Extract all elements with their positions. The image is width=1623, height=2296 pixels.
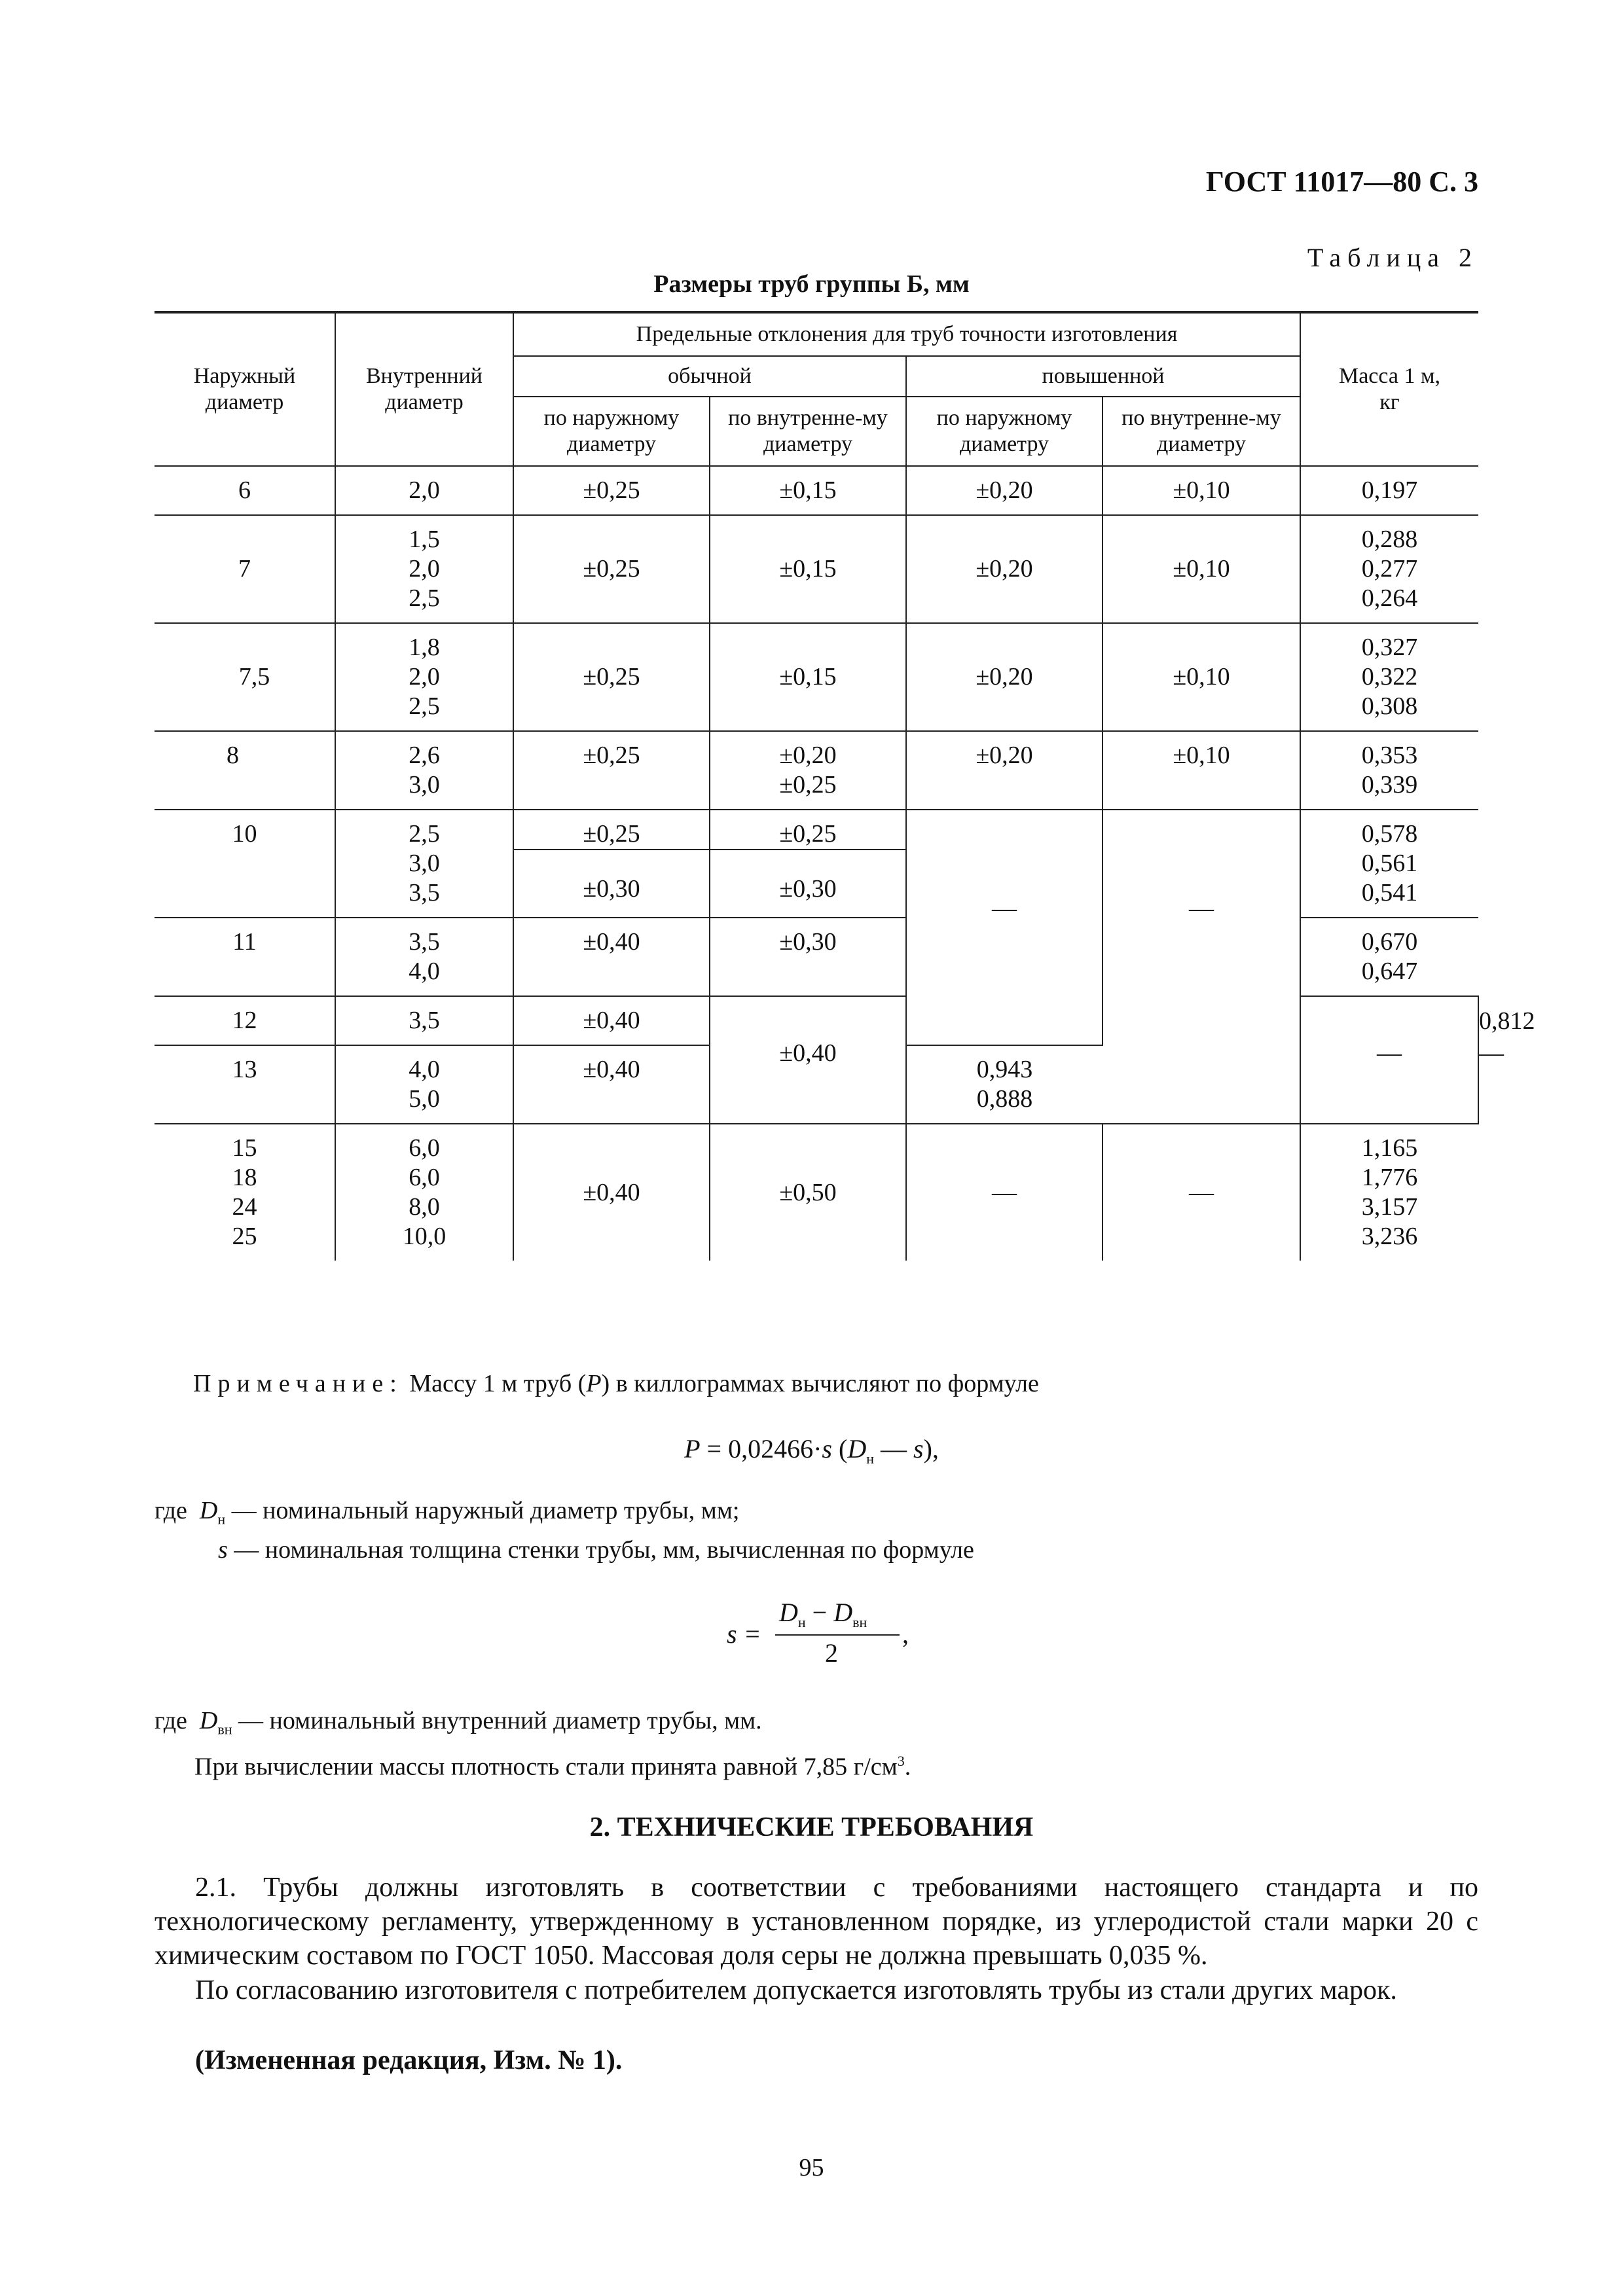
density-sup: 3 xyxy=(897,1752,905,1769)
cell-outer-diameter: 13 xyxy=(155,1045,335,1124)
cell-normal-inner: ±0,25 xyxy=(710,810,906,850)
density-end: . xyxy=(904,1753,911,1781)
cell-normal-outer: ±0,25 xyxy=(513,731,710,810)
formula-rest: — xyxy=(874,1434,913,1463)
value: 0,264 xyxy=(1361,584,1418,612)
legend-s xyxy=(155,1535,974,1566)
value: 0,647 xyxy=(1361,958,1418,985)
value: 3,236 xyxy=(1361,1223,1418,1250)
mass-formula xyxy=(0,1433,1623,1467)
cell-normal-outer: ±0,40 xyxy=(513,996,710,1045)
density-text: При вычислении массы плотность стали принята равной 7,85 г/см xyxy=(194,1753,898,1781)
formula-mid: = 0,02466· xyxy=(700,1434,822,1463)
cell-inner-diameter: 3,5 xyxy=(335,996,513,1045)
value: 0,327 xyxy=(1361,634,1418,661)
cell-outer-diameter: 6 xyxy=(155,466,335,515)
value: 3,157 xyxy=(1361,1193,1418,1221)
header-mass: Масса 1 м, кг xyxy=(1300,312,1478,466)
note-prefix: Примечание: xyxy=(193,1370,403,1397)
legend-s-desc: — номинальная толщина стенки трубы, мм, вычисленная по формуле xyxy=(227,1535,974,1564)
value: 0,670 xyxy=(1361,928,1418,956)
value: 3,5 xyxy=(409,879,440,906)
cell-increased-outer: — xyxy=(906,810,1103,1045)
cell-mass xyxy=(1300,918,1478,996)
formula-end: ), xyxy=(923,1434,939,1463)
cell-inner-diameter xyxy=(335,623,513,731)
cell-normal-inner: ±0,30 xyxy=(710,918,906,996)
formula-lhs: P xyxy=(684,1434,701,1463)
where-word: где xyxy=(155,1497,187,1524)
cell-increased-outer: — xyxy=(1300,996,1478,1124)
value: 0,353 xyxy=(1361,742,1418,769)
formula-sub: н xyxy=(866,1450,874,1467)
cell-inner-diameter xyxy=(335,1045,513,1124)
fraction-bar xyxy=(775,1634,900,1636)
cell-normal-inner: ±0,15 xyxy=(710,466,906,515)
frac-denominator: 2 xyxy=(825,1638,838,1668)
cell-increased-inner: — xyxy=(1103,810,1300,1045)
cell-increased-inner: ±0,10 xyxy=(1103,515,1300,623)
table-row xyxy=(155,466,1478,515)
value: 1,776 xyxy=(1361,1164,1418,1191)
cell-normal-inner xyxy=(710,731,906,810)
legend-dvn xyxy=(155,1705,911,1746)
cell-normal-outer: ±0,25 xyxy=(513,623,710,731)
value: 2,5 xyxy=(409,692,440,720)
paragraph-amendment: (Измененная редакция, Изм. № 1). xyxy=(195,2045,623,2075)
cell-normal-inner: ±0,30 xyxy=(710,850,906,918)
table-caption: Размеры труб группы Б, мм xyxy=(653,270,970,298)
value: 0,288 xyxy=(1361,526,1418,553)
cell-increased-outer: ±0,20 xyxy=(906,623,1103,731)
thickness-formula xyxy=(727,1597,923,1676)
value: 2,5 xyxy=(409,820,440,848)
legend-dvn-d: D xyxy=(199,1707,218,1734)
cell-normal-outer: ±0,40 xyxy=(513,918,710,996)
cell-mass xyxy=(1300,623,1478,731)
cell-mass xyxy=(906,1045,1103,1124)
note-text: Массу 1 м труб ( xyxy=(409,1370,587,1397)
legend-s-var: s xyxy=(218,1535,228,1564)
cell-outer-diameter: 7 xyxy=(155,515,335,623)
cell-mass xyxy=(1300,731,1478,810)
cell-normal-inner: ±0,15 xyxy=(710,515,906,623)
value: 0,561 xyxy=(1361,850,1418,877)
frac-lhs: s = xyxy=(727,1619,761,1649)
value: 2,0 xyxy=(409,555,440,583)
table-row xyxy=(155,515,1478,623)
doc-header: ГОСТ 11017—80 С. 3 xyxy=(1205,166,1478,198)
cell-increased-outer: ±0,20 xyxy=(906,515,1103,623)
formula-s: s xyxy=(822,1434,832,1463)
value: 0,277 xyxy=(1361,555,1418,583)
formula-d: D xyxy=(847,1434,867,1463)
value: 2,0 xyxy=(409,663,440,691)
value: 0,541 xyxy=(1361,879,1418,906)
value: 4,0 xyxy=(409,1056,440,1083)
cell-normal-inner: ±0,15 xyxy=(710,623,906,731)
cell-increased-inner: ±0,10 xyxy=(1103,466,1300,515)
num-d2: D xyxy=(833,1598,853,1627)
legend-dvn-sub: вн xyxy=(217,1721,232,1738)
page-number: 95 xyxy=(799,2154,824,2181)
formula-legend xyxy=(155,1496,974,1566)
where-word: где xyxy=(155,1707,187,1734)
table-note xyxy=(193,1369,1039,1398)
header-increased-by-outer: по наружному диаметру xyxy=(906,397,1103,466)
value: 0,339 xyxy=(1361,771,1418,798)
value: 1,165 xyxy=(1361,1134,1418,1162)
cell-normal-outer: ±0,25 xyxy=(513,515,710,623)
note-var: P xyxy=(586,1370,602,1397)
formula-s2: s xyxy=(913,1434,924,1463)
cell-increased-outer: ±0,20 xyxy=(906,466,1103,515)
num-d1: D xyxy=(779,1598,798,1627)
cell-increased-inner: ±0,10 xyxy=(1103,623,1300,731)
header-increased-by-inner: по внутренне-му диаметру xyxy=(1103,397,1300,466)
legend-dn xyxy=(155,1496,974,1535)
header-increased: повышенной xyxy=(906,356,1300,397)
cell-outer-diameter: 8 xyxy=(155,731,335,810)
legend-sub: н xyxy=(217,1511,226,1528)
cell-normal-outer: ±0,40 xyxy=(513,1124,710,1261)
paragraph-agreement: По согласованию изготовителя с потребителем допускается изготовлять трубы из стали других марок. xyxy=(195,1975,1397,2005)
value: 4,0 xyxy=(409,958,440,985)
formula-open: ( xyxy=(832,1434,848,1463)
num-sub1: н xyxy=(797,1614,806,1630)
table-row xyxy=(155,810,1478,850)
value: 0,888 xyxy=(976,1085,1033,1113)
cell-normal-outer: ±0,25 xyxy=(513,466,710,515)
table-row xyxy=(155,1124,1478,1261)
value: 15 xyxy=(232,1134,257,1162)
value: ±0,25 xyxy=(779,771,837,798)
cell-inner-diameter xyxy=(335,810,513,918)
value: 10,0 xyxy=(402,1223,447,1250)
cell-increased-inner: ±0,10 xyxy=(1103,731,1300,810)
value: 6,0 xyxy=(409,1164,440,1191)
value: 25 xyxy=(232,1223,257,1250)
cell-inner-diameter: 2,0 xyxy=(335,466,513,515)
cell-normal-outer: ±0,25 xyxy=(513,810,710,850)
num-minus: − xyxy=(805,1598,834,1627)
header-normal-by-outer: по наружному диаметру xyxy=(513,397,710,466)
value: 0,308 xyxy=(1361,692,1418,720)
cell-mass xyxy=(1300,515,1478,623)
value: 2,5 xyxy=(409,584,440,612)
value: 8,0 xyxy=(409,1193,440,1221)
cell-outer-diameter xyxy=(155,1124,335,1261)
cell-inner-diameter xyxy=(335,731,513,810)
cell-normal-outer: ±0,40 xyxy=(513,1045,710,1124)
cell-outer-diameter: 11 xyxy=(155,918,335,996)
cell-normal-inner: ±0,50 xyxy=(710,1124,906,1261)
num-sub2: вн xyxy=(852,1614,867,1630)
header-inner-diameter: Внутренний диаметр xyxy=(335,312,513,466)
paragraph-2-1: 2.1. Трубы должны изготовлять в соответствии с требованиями настоящего стандарта и по технологическому регламенту, утвержденному в установленном порядке, из углеродистой стали марки 20 с химическим составом по ГОСТ 1050. Массовая доля серы не должна превышать 0,035 %. xyxy=(155,1873,1478,1971)
header-normal-by-inner: по внутренне-му диаметру xyxy=(710,397,906,466)
value: 18 xyxy=(232,1164,257,1191)
value: 5,0 xyxy=(409,1085,440,1113)
formula-legend-2 xyxy=(155,1705,911,1782)
cell-normal-inner: ±0,40 xyxy=(710,996,906,1124)
cell-increased-outer: — xyxy=(906,1124,1103,1261)
legend-d: D xyxy=(199,1497,218,1524)
cell-inner-diameter xyxy=(335,515,513,623)
density-note xyxy=(155,1746,911,1783)
table-label: Таблица 2 xyxy=(1307,243,1478,272)
frac-numerator xyxy=(779,1597,867,1631)
value: 0,322 xyxy=(1361,663,1418,691)
frac-comma: , xyxy=(902,1619,909,1649)
cell-mass: 0,197 xyxy=(1300,466,1478,515)
cell-mass xyxy=(1300,1124,1478,1261)
value: 6,0 xyxy=(409,1134,440,1162)
table-row: 12 3,5 ±0,40 ±0,40 — — 0,812 xyxy=(155,996,1478,1045)
table-row xyxy=(155,731,1478,810)
cell-increased-inner: — xyxy=(1103,1124,1300,1261)
value: 0,578 xyxy=(1361,820,1418,848)
cell-mass xyxy=(1300,810,1478,918)
cell-inner-diameter xyxy=(335,918,513,996)
value: 3,5 xyxy=(409,928,440,956)
legend-dvn-desc: — номинальный внутренний диаметр трубы, мм. xyxy=(232,1707,762,1734)
header-outer-diameter: Наружный диаметр xyxy=(155,312,335,466)
value: 3,0 xyxy=(409,850,440,877)
section-title: 2. ТЕХНИЧЕСКИЕ ТРЕБОВАНИЯ xyxy=(589,1812,1034,1842)
value: 0,943 xyxy=(976,1056,1033,1083)
header-normal: обычной xyxy=(513,356,906,397)
value: 3,0 xyxy=(409,771,440,798)
table-row xyxy=(155,623,1478,731)
value: 24 xyxy=(232,1193,257,1221)
legend-dn-desc: — номинальный наружный диаметр трубы, мм; xyxy=(225,1497,740,1524)
value: 1,5 xyxy=(409,526,440,553)
cell-outer-diameter: 10 xyxy=(155,810,335,918)
value: 1,8 xyxy=(409,634,440,661)
value: ±0,20 xyxy=(779,742,837,769)
cell-increased-outer: ±0,20 xyxy=(906,731,1103,810)
header-deviations: Предельные отклонения для труб точности изготовления xyxy=(513,312,1300,356)
cell-outer-diameter: 7,5 xyxy=(155,623,335,731)
pipe-dimensions-table xyxy=(155,311,1535,1261)
cell-inner-diameter xyxy=(335,1124,513,1261)
note-text-2: ) в киллограммах вычисляют по формуле xyxy=(601,1370,1039,1397)
cell-normal-outer: ±0,30 xyxy=(513,850,710,918)
value: 2,6 xyxy=(409,742,440,769)
cell-outer-diameter: 12 xyxy=(155,996,335,1045)
